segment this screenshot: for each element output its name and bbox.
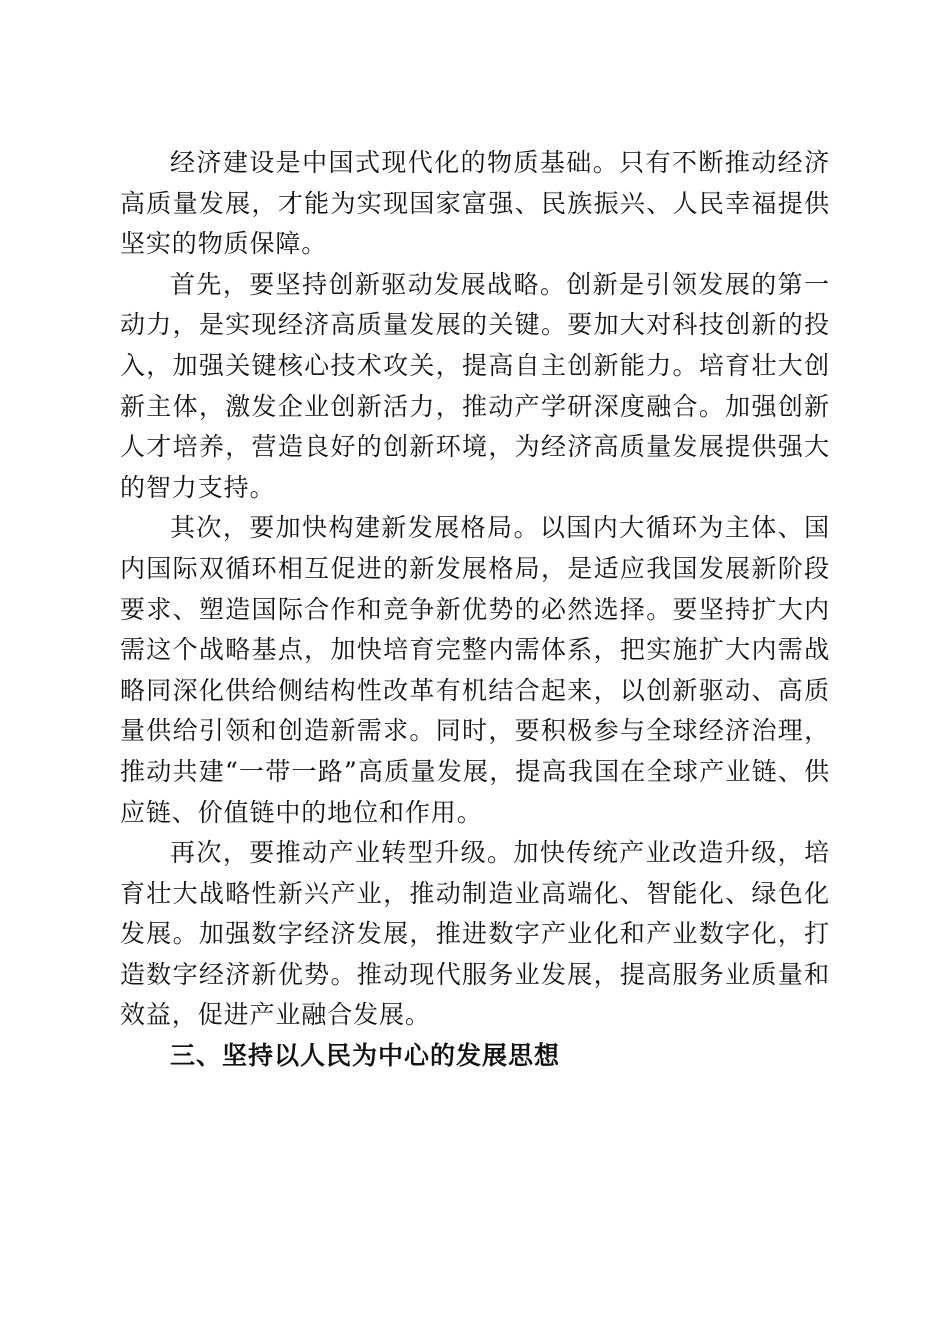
paragraph-industrial-upgrading: 再次，要推动产业转型升级。加快传统产业改造升级，培育壮大战略性新兴产业，推动制造业高端化、智能化、绿色化发展。加强数字经济发展，推进数字产业化和产业数字化，打造数字经济新优势。推动现代服务业发展，提高服务业质量和效益，促进产业融合发展。 — [120, 838, 830, 1030]
section-heading: 三、坚持以人民为中心的发展思想 — [170, 1041, 561, 1071]
paragraph-innovation-strategy: 首先，要坚持创新驱动发展战略。创新是引领发展的第一动力，是实现经济高质量发展的关键。要加大对科技创新的投入，加强关键核心技术攻关，提高自主创新能力。培育壮大创新主体，激发企业创新活力，推动产学研深度融合。加强创新人才培养，营造良好的创新环境，为经济高质量发展提供强大的智力支持。 — [120, 269, 830, 502]
paragraph-new-development-pattern: 其次，要加快构建新发展格局。以国内大循环为主体、国内国际双循环相互促进的新发展格局，是适应我国发展新阶段要求、塑造国际合作和竞争新优势的必然选择。要坚持扩大内需这个战略基点，加快培育完整内需体系，把实施扩大内需战略同深化供给侧结构性改革有机结合起来，以创新驱动、高质量供给引领和创造新需求。同时，要积极参与全球经济治理，推动共建“一带一路”高质量发展，提高我国在全球产业链、供应链、价值链中的地位和作用。 — [120, 513, 830, 827]
document-body — [120, 143, 830, 1077]
paragraph-economic-foundation: 经济建设是中国式现代化的物质基础。只有不断推动经济高质量发展，才能为实现国家富强、民族振兴、人民幸福提供坚实的物质保障。 — [120, 148, 830, 259]
